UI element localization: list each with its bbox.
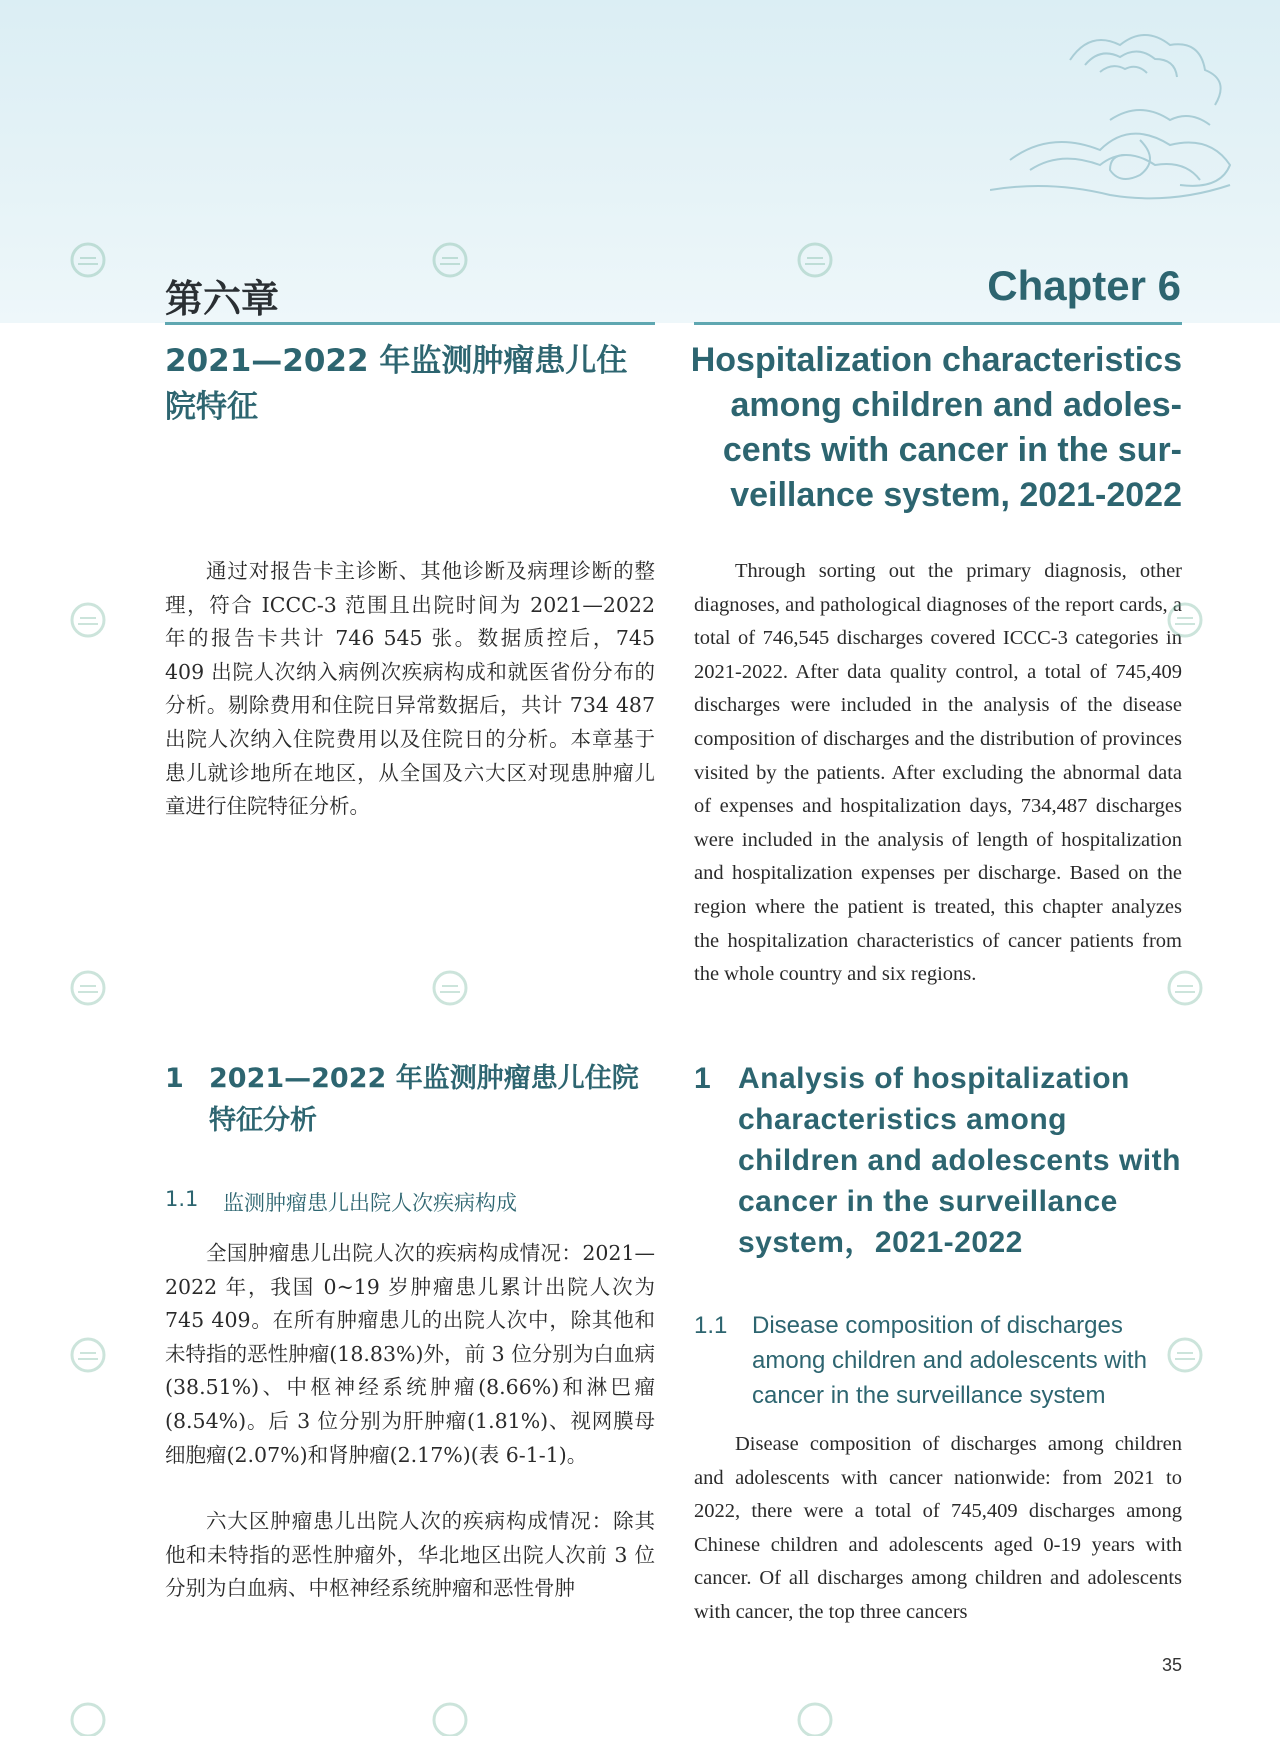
subsection-number: 1.1 [165, 1187, 199, 1211]
body-paragraph-zh-2: 六大区肿瘤患儿出院人次的疾病构成情况：除其他和未特指的恶性肿瘤外，华北地区出院人次前 3 位分别为白血病、中枢神经系统肿瘤和恶性骨肿 [165, 1509, 655, 1601]
section-heading-zh [165, 1058, 655, 1142]
page-number: 35 [1161, 1655, 1182, 1675]
body-paragraph-zh-1: 全国肿瘤患儿出院人次的疾病构成情况：2021—2022 年，我国 0~19 岁肿瘤患儿累计出院人次为 745 409。在所有肿瘤患儿的出院人次中，除其他和未特指的恶性肿瘤(18.83%)外，前 3 位分别为白血病(38.51%)、中枢神经系统肿瘤(8.66%)和淋巴瘤(8.54%)。后 3 位分别为肝肿瘤(1.81%)、视网膜母细胞瘤(2.07%)和肾肿瘤(2.17%)(表 6-1-1)。 [165, 1241, 655, 1467]
section-number: 1 [694, 1062, 712, 1095]
subsection-heading-zh [165, 1187, 655, 1217]
subsection-title-en: Disease composition of discharges among children and adolescents with cancer in the surveillance system [752, 1312, 1147, 1409]
section-title-en: Analysis of hospitalization characteristics among children and adolescents with cancer in the surveillance system，2021-2022 [738, 1062, 1181, 1259]
watermark-seal-icon [430, 1700, 470, 1736]
watermark-seal-icon [68, 1335, 108, 1375]
section-heading-en [694, 1058, 1182, 1263]
subsection-heading-en [694, 1308, 1182, 1413]
body-paragraph-en: Disease composition of discharges among children and adolescents with cancer nationwide: from 2021 to 2022, there were a total of 745,409 discharges among Chinese children and adolescents aged 0-19 years with cancer. Of all discharges among children and adolescents with cancer, the top three cancers [694, 1433, 1182, 1623]
subsection-title-zh: 监测肿瘤患儿出院人次疾病构成 [223, 1191, 517, 1215]
chapter-subtitle-zh: 2021—2022 年监测肿瘤患儿住院特征 [165, 343, 628, 425]
chapter-title-zh: 第六章 [165, 277, 280, 321]
cloud-ornament-icon [990, 20, 1280, 220]
subsection-number: 1.1 [694, 1312, 728, 1339]
watermark-seal-icon [68, 1700, 108, 1736]
watermark-seal-icon [430, 968, 470, 1008]
watermark-seal-icon [795, 1700, 835, 1736]
intro-paragraph-zh: 通过对报告卡主诊断、其他诊断及病理诊断的整理，符合 ICCC-3 范围且出院时间为 2021—2022 年的报告卡共计 746 545 张。数据质控后，745 409 出院人次纳入病例次疾病构成和就医省份分布的分析。剔除费用和住院日异常数据后，共计 734 487 出院人次纳入住院费用以及住院日的分析。本章基于患儿就诊地所在地区，从全国及六大区对现患肿瘤儿童进行住院特征分析。 [165, 559, 655, 819]
watermark-seal-icon [68, 968, 108, 1008]
section-number: 1 [165, 1063, 184, 1094]
watermark-seal-icon [68, 600, 108, 640]
divider-right [694, 322, 1182, 325]
chapter-subtitle-en: Hospitalization characteristics among children and adoles-cents with cancer in the sur-veillance system, 2021-2022 [690, 341, 1182, 514]
divider-left [165, 322, 655, 325]
chapter-title-en: Chapter 6 [987, 262, 1181, 309]
section-title-zh: 2021—2022 年监测肿瘤患儿住院特征分析 [209, 1063, 639, 1136]
intro-paragraph-en: Through sorting out the primary diagnosis, other diagnoses, and pathological diagnoses of the report cards, a total of 746,545 discharges covered ICCC-3 categories in 2021-2022. After data quality control, a total of 745,409 discharges were included in the analysis of the disease composition of discharges and the distribution of provinces visited by the patients. After excluding the abnormal data of expenses and hospitalization days, 734,487 discharges were included in the analysis of length of hospitalization and hospitalization expenses per discharge. Based on the region where the patient is treated, this chapter analyzes the hospitalization characteristics of cancer patients from the whole country and six regions. [694, 560, 1182, 986]
